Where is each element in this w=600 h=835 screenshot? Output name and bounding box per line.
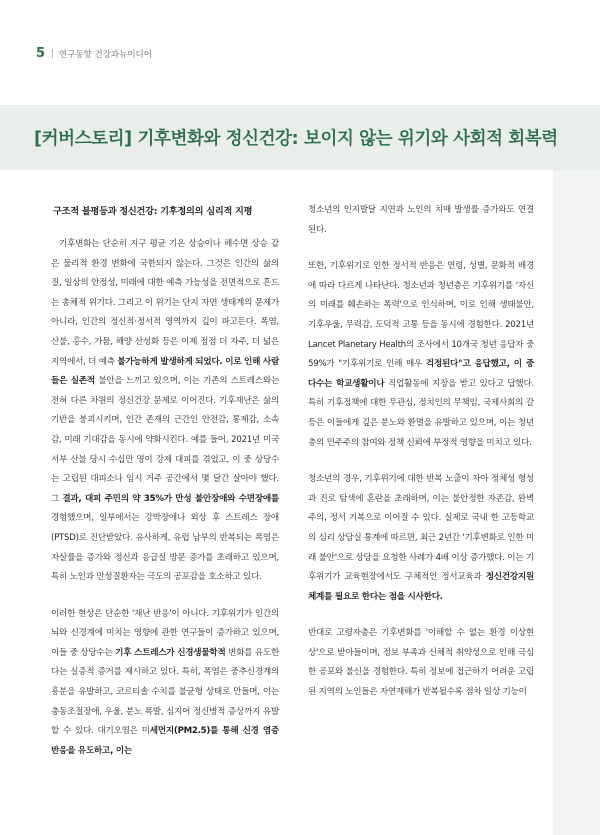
text-run: 변화를 유도한다는 실증적 증거를 제시하고 있다. 특히, 폭염은 중추신경계의 흥분을 유발하고, 코르티솔 수치를 불균형 상태로 만들며, 이는 충동조절장애, 우울, 분노 폭발, 심지어 정신병적 증상까지 유발할 수 있다. 대기오염은 미 — [51, 647, 280, 737]
body-paragraph — [51, 605, 279, 762]
text-run: 이러한 현상은 단순한 '재난 반응'이 아니다. 기후위기가 인간의 뇌와 신경계에 미치는 영향에 관한 연구들이 증가하고 있으며, 이들 중 상당수는 — [51, 608, 279, 658]
title-tag: [커버스토리] — [34, 129, 132, 149]
title-text: 기후변화와 정신건강: 보이지 않는 위기와 사회적 회복력 — [137, 129, 558, 149]
text-run: 불안을 느끼고 있으며, 이는 기존의 스트레스와는 전혀 다른 차원의 정신건강 문제로 이어진다. 기후재난은 삶의 기반을 붕괴시키며, 인간 존재의 근간인 안전감, 통제감, 소속감, 미래 기대감을 동시에 약화시킨다. 예를 들어, 2021년 미국 서부 산불 당시 수십만 명이 강제 대피를 겪었고, 이 중 상당수는 고립된 대피소나 임시 거주 공간에서 몇 달간 살아야 했다. 그 — [51, 376, 280, 504]
bold-run: 정신건강지원체계를 필요로 한다는 점을 시사한다. — [308, 572, 534, 602]
title-band — [0, 105, 600, 170]
body-paragraph: 청소년의 인지발달 지연과 노인의 치매 발생률 증가와도 연결된다. — [308, 205, 534, 235]
header-separator: | — [51, 48, 54, 59]
bold-run: 결과, 대피 주민의 약 35%가 만성 불안장애와 수면장애를 — [62, 493, 279, 504]
running-header — [36, 46, 152, 61]
body-paragraph — [308, 257, 534, 453]
text-run: 기후변화는 단순히 지구 평균 기온 상승이나 해수면 상승 같은 물리적 환경 변화에 국한되지 않는다. 그것은 인간의 삶의 질, 일상의 안정성, 미래에 대한 예측 가능성을 전면적으로 흔드는 총체적 위기다. 그리고 이 위기는 단지 자연 생태계의 문제가 아니라, 인간의 정신적·정서적 영역까지 깊이 파고든다. 폭염, 산불, 홍수, 가뭄, 해양 산성화 등은 이제 점점 더 자주, 더 넓은 지역에서, 더 예측 — [51, 239, 279, 367]
body-paragraph — [308, 470, 534, 607]
bold-run: 기후 스트레스가 신경생물학적 — [115, 647, 226, 658]
text-run: 청소년의 경우, 기후위기에 대한 반복 노출이 자아 정체성 형성과 진로 탐색에 혼란을 초래하며, 이는 불안정한 자존감, 완벽주의, 정서 기복으로 이어질 수 있다. 실제로 국내 한 고등학교의 심리 상담실 통계에 따르면, 최근 2년간 '기후변화로 인한 미래 불안'으로 상담을 요청한 사례가 4배 이상 증가했다. 이는 기후위기가 교육현장에서도 구체적인 정서교육과 — [308, 474, 534, 583]
right-margin-bar — [553, 170, 600, 835]
text-run: 경험했으며, 일부에서는 강박장애나 외상 후 스트레스 장애(PTSD)로 진단받았다. 유사하게, 유럽 남부의 반복되는 폭염은 자살률을 증가와 정신과 응급실 방문 증가를 초래하고 있으며, 특히 노인과 만성질환자는 극도의 공포감을 호소하고 있다. — [51, 513, 279, 583]
left-column — [51, 204, 279, 778]
section-subheading: 구조적 불평등과 정신건강: 기후정의의 심리적 지평 — [53, 206, 253, 217]
bold-run: 걱정된다"고 응답했고, 이 중 다수는 학교생활이나 — [308, 359, 534, 389]
body-paragraph: 반대로 고령자층은 기후변화를 '이해할 수 없는 환경 이상현상'으로 받아들이며, 정보 부족과 신체적 취약성으로 인해 극심한 공포와 불신을 경험한다. 특히 정보에 접근하기 어려운 고립된 지역의 노인들은 자연재해가 반복될수록 점차 일상 기능이 — [308, 628, 534, 698]
text-run: 또한, 기후위기로 인한 정서적 반응은 연령, 성별, 문화적 배경에 따라 다르게 나타난다. 청소년과 청년층은 기후위기를 '자신의 미래를 훼손하는 폭력'으로 인식하며, 이로 인해 생태불안, 기후우울, 무력감, 도덕적 고통 등을 동시에 경험한다. 2021년 Lancet Planetary Health의 조사에서 10개국 청년 응답자 중 59%가 "기후위기로 인해 매우 — [308, 261, 534, 370]
page-number: 5 — [36, 46, 46, 61]
bold-run: 불가능하게 발생하게 되었다. 이로 인해 사람들은 실존적 — [51, 356, 279, 387]
right-column — [308, 201, 534, 720]
article-title — [34, 125, 558, 150]
section-label: 연구동향 건강과뉴미디어 — [58, 49, 152, 60]
bold-run: 세먼지(PM2.5)를 통해 신경 염증 반응을 유도하고, 이는 — [51, 726, 280, 756]
body-paragraph — [51, 235, 279, 588]
text-run: 직업활동에 지장을 받고 있다고 답했다. 특히 기후정책에 대한 무관심, 정치인의 무책임, 국제사회의 갈등은 이들에게 깊은 분노와 환멸을 유발하고 있으며, 이는 청년층의 민주주의 참여와 정책 신뢰에 부정적 영향을 미치고 있다. — [308, 378, 534, 448]
